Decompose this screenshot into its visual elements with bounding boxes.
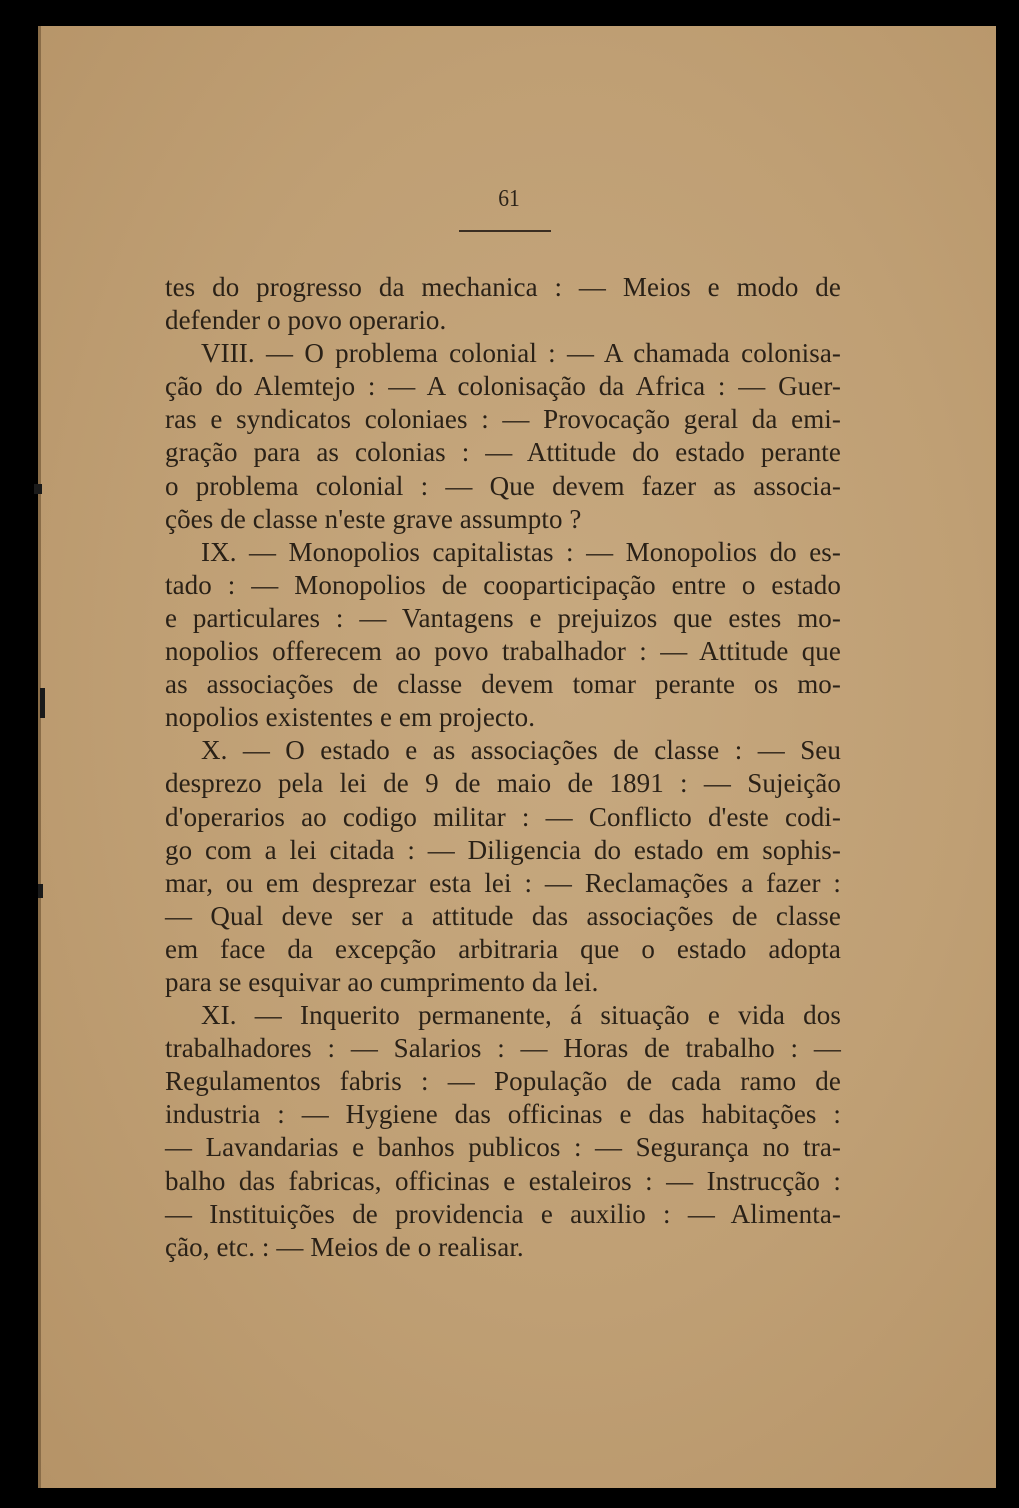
text-line: em face da excepção arbitraria que o estado adopta <box>165 933 841 964</box>
section-xi-heading-line: XI. — Inquerito permanente, á situação e vida dos <box>201 1000 841 1031</box>
text-line: tado : — Monopolios de cooparticipação entre o estado <box>165 569 841 600</box>
text-line: nopolios offerecem ao povo trabalhador : — Attitude que <box>165 636 841 667</box>
book-page <box>38 26 996 1488</box>
text-line: para se esquivar ao cumprimento da lei. <box>165 966 599 997</box>
text-line: ras e syndicatos coloniaes : — Provocação geral da emi- <box>165 404 841 435</box>
text-line: Regulamentos fabris : — População de cada ramo de <box>165 1066 841 1097</box>
text-line: desprezo pela lei de 9 de maio de 1891 : — Sujeição <box>165 768 841 799</box>
page-number: 61 <box>498 186 520 212</box>
body-text <box>165 271 841 1264</box>
text-line: mar, ou em desprezar esta lei : — Reclamações a fazer : <box>165 867 841 898</box>
text-line: go com a lei citada : — Diligencia do estado em sophis- <box>165 834 841 865</box>
text-line: as associações de classe devem tomar perante os mo- <box>165 669 841 700</box>
binding-mark <box>40 688 45 718</box>
text-line: ção do Alemtejo : — A colonisação da Africa : — Guer- <box>165 371 841 402</box>
text-line: ção, etc. : — Meios de o realisar. <box>165 1231 524 1262</box>
text-line: industria : — Hygiene das officinas e das habitações : <box>165 1099 841 1130</box>
binding-mark <box>34 484 42 494</box>
text-line: d'operarios ao codigo militar : — Conflicto d'este codi- <box>165 801 841 832</box>
text-line: gração para as colonias : — Attitude do estado perante <box>165 437 841 468</box>
text-line: nopolios existentes e em projecto. <box>165 702 536 733</box>
text-line: o problema colonial : — Que devem fazer as associa- <box>165 470 841 501</box>
text-line: — Instituições de providencia e auxilio : — Alimenta- <box>165 1198 841 1229</box>
text-line: — Lavandarias e banhos publicos : — Segurança no tra- <box>165 1132 841 1163</box>
text-line: ções de classe n'este grave assumpto ? <box>165 503 582 534</box>
binding-mark <box>38 884 43 898</box>
page-number-rule <box>459 230 551 232</box>
text-line: tes do progresso da mechanica : — Meios e modo de <box>165 272 841 302</box>
text-line: trabalhadores : — Salarios : — Horas de trabalho : — <box>165 1033 841 1064</box>
text-line: — Qual deve ser a attitude das associações de classe <box>165 900 841 931</box>
section-x-heading-line: X. — O estado e as associações de classe : — Seu <box>201 735 841 766</box>
text-line: balho das fabricas, officinas e estaleiros : — Instrucção : <box>165 1165 841 1196</box>
section-viii-heading-line: VIII. — O problema colonial : — A chamada colonisa- <box>201 338 841 369</box>
section-ix-heading-line: IX. — Monopolios capitalistas : — Monopolios do es- <box>201 536 841 567</box>
text-line: e particulares : — Vantagens e prejuizos que estes mo- <box>165 602 841 633</box>
text-line: defender o povo operario. <box>165 305 447 336</box>
